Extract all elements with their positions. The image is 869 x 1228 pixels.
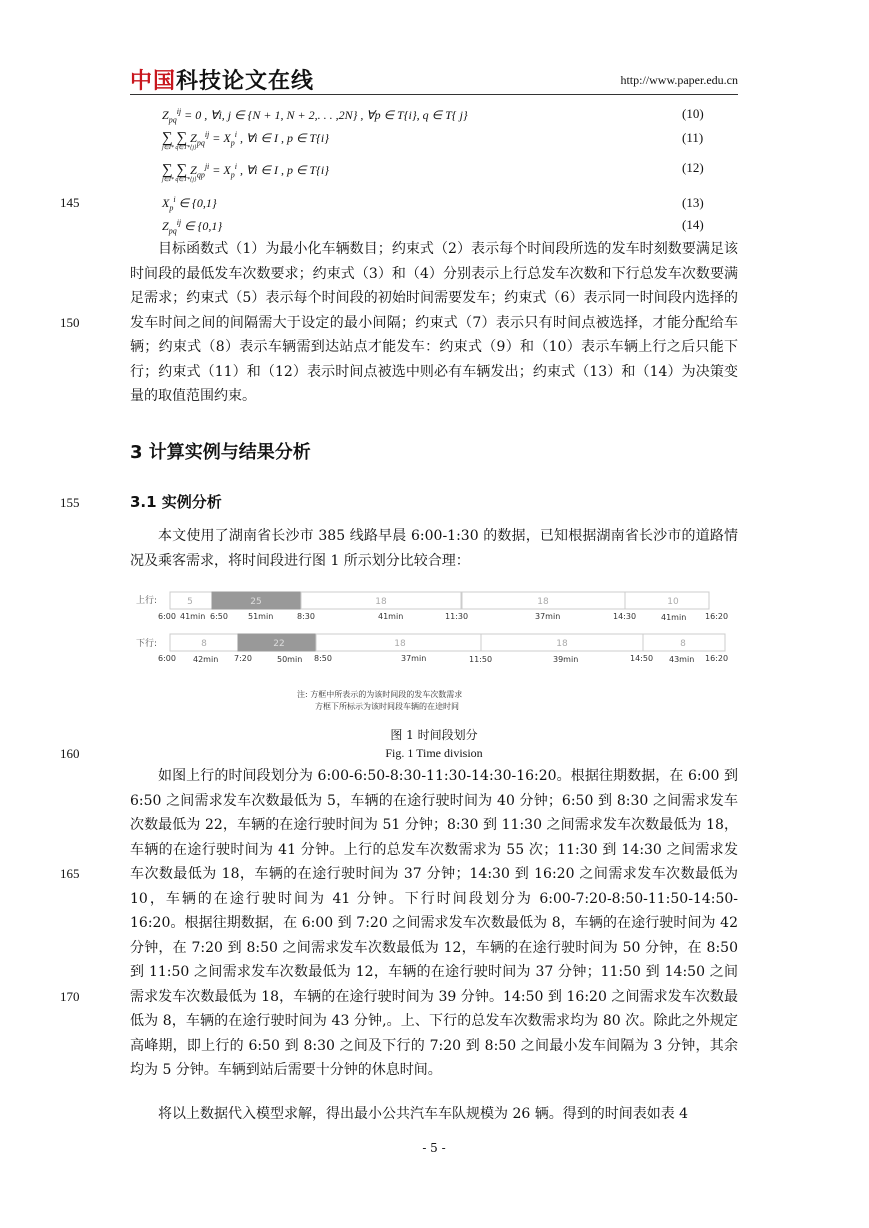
up-duration-5: 41min [661,613,687,622]
down-demand-1: 8 [201,639,207,649]
up-duration-2: 51min [248,612,274,621]
down-demand-2: 22 [273,639,285,649]
down-demand-4: 18 [556,639,568,649]
equation-number-12: (12) [682,160,704,175]
down-duration-1: 42min [193,655,219,664]
line-number: 150 [60,315,80,330]
up-duration-1: 41min [180,612,206,621]
paragraph-result [130,1102,738,1127]
header-rule [130,94,738,95]
up-time-3: 8:30 [297,612,315,621]
up-demand-3: 18 [375,597,387,607]
up-time-2: 6:50 [210,612,228,621]
site-logo [130,64,314,95]
down-time-3: 8:50 [314,654,332,663]
down-time-6: 16:20 [705,654,729,663]
figure-caption-cn: 图 1 时间段划分 [390,728,478,742]
up-label: 上行: [136,596,158,606]
down-duration-3: 37min [401,654,427,663]
header-url[interactable]: http://www.paper.edu.cn [620,73,738,87]
up-duration-4: 37min [535,612,561,621]
paragraph-intro [130,524,738,573]
time-division-diagram [134,578,734,723]
down-time-1: 6:00 [158,654,176,663]
up-demand-1: 5 [187,597,193,607]
paragraph-text: 本文使用了湖南省长沙市 385 线路早晨 6:00-1:30 的数据，已知根据湖南省长沙市的道路情况及乘客需求，将时间段进行图 1 所示划分比较合理： [130,528,738,569]
paragraph-constraints [130,237,738,409]
paragraph-text: 将以上数据代入模型求解，得出最小公共汽车车队规模为 26 辆。得到的时间表如表 4 [158,1106,689,1122]
logo-black-text: 科技论文在线 [176,69,315,94]
down-time-4: 11:50 [469,655,493,664]
equation-13: $X_p^i$ ∈ {0,1} [162,195,217,213]
section-heading: 3 计算实例与结果分析 [130,442,311,463]
up-time-5: 14:30 [613,612,637,621]
equation-number-11: (11) [682,130,704,145]
down-label: 下行: [136,639,158,649]
equation-14: $Z_{pq}^{ij}$ ∈ {0,1} [162,218,223,236]
down-time-5: 14:50 [630,654,654,663]
figure-caption-en: Fig. 1 Time division [385,746,483,760]
paragraph-text: 如图上行的时间段划分为 6:00-6:50-8:30-11:30-14:30-16:20。根据往期数据，在 6:00 到 6:50 之间需求发车次数最低为 5，车辆的在途行驶时间为 40 分钟；6:50 到 8:30 之间需求发车次数最低为 22，车辆的在途行驶时间为 51 分钟；8:30 到 11:30 之间需求发车次数最低为 18，车辆的在途行驶时间为 41 分钟。上行的总发车次数需求为 55 次；11:30 到 14:30 之间需求发车次数最低为 18，车辆的在途行驶时间为 37 分钟；14:30 到 16:20 之间需求发车次数最低为 10，车辆的在途行驶时间为 41 分钟。下行时间段划分为 6:00-7:20-8:50-11:50-14:50-16:20。根据往期数据，在 6:00 到 7:20 之间需求发车次数最低为 8，车辆的在途行驶时间为 42 分钟，在 7:20 到 8:50 之间需求发车次数最低为 12，车辆的在途行驶时间为 50 分钟，在 8:50 到 11:50 之间需求发车次数最低为 12，车辆的在途行驶时间为 37 分钟；11:50 到 14:50 之间需求发车次数最低为 18，车辆的在途行驶时间为 39 分钟。14:50 到 16:20 之间需求发车次数最低为 8，车辆的在途行驶时间为 43 分钟,。上、下行的总发车次数需求均为 80 次。除此之外规定高峰期，即上行的 6:50 到 8:30 之间及下行的 7:20 到 8:50 之间最小发车间隔为 3 分钟，其余均为 5 分钟。车辆到站后需要十分钟的休息时间。 [130,768,738,1078]
up-demand-2: 25 [250,597,262,607]
subsection-heading: 3.1 实例分析 [130,493,222,511]
up-demand-5: 10 [667,597,679,607]
paragraph-analysis [130,764,738,1083]
figure-time-division [134,578,734,723]
line-number: 170 [60,989,80,1004]
logo-red-text: 中国 [130,69,177,94]
equation-11: ∑ ∑ $Z_{pq}^{ij} = X_p^i$ , ∀i ∈ I , p ∈ T{i} j∈I* q∈T*{j} [162,130,330,152]
up-time-1: 6:00 [158,612,176,621]
paragraph-text: 目标函数式（1）为最小化车辆数目；约束式（2）表示每个时间段所选的发车时刻数要满足该时间段的最低发车次数要求；约束式（3）和（4）分别表示上行总发车次数和下行总发车次数要满足需求；约束式（5）表示每个时间段的初始时间需要发车；约束式（6）表示同一时间段内选择的发车时间之间的间隔需大于设定的最小间隔；约束式（7）表示只有时间点被选择，才能分配给车辆；约束式（8）表示车辆需到达站点才能发车：约束式（9）和（10）表示车辆上行之后只能下行；约束式（11）和（12）表示时间点被选中则必有车辆发出；约束式（13）和（14）为决策变量的取值范围约束。 [130,241,738,404]
down-demand-5: 8 [680,639,686,649]
figure-note-2: 方框下所标示为该时间段车辆的在途时间 [315,702,459,711]
up-time-4: 11:30 [445,612,469,621]
figure-note-1: 注: 方框中所表示的为该时间段的发车次数需求 [297,690,463,699]
down-duration-4: 39min [553,655,579,664]
down-demand-3: 18 [394,639,406,649]
equation-number-14: (14) [682,217,704,232]
up-demand-4: 18 [537,597,549,607]
line-number: 155 [60,495,80,510]
down-duration-2: 50min [277,655,303,664]
equation-number-13: (13) [682,195,704,210]
line-number: 160 [60,746,80,761]
page-number: - 5 - [422,1141,446,1155]
down-time-2: 7:20 [234,654,252,663]
down-duration-5: 43min [669,655,695,664]
up-time-6: 16:20 [705,612,729,621]
up-duration-3: 41min [378,612,404,621]
equation-10: $Z_{pq}^{ij} = 0$ , ∀i, j ∈ {N + 1, N + 2,. . . ,2N} , ∀p ∈ T{i}, q ∈ T{ j} [162,107,468,125]
equation-12: ∑ ∑ $Z_{qp}^{ji} = X_p^i$ , ∀i ∈ I , p ∈ T{i} j∈I* q∈T*{j} [162,162,330,184]
equation-number-10: (10) [682,106,704,121]
line-number: 145 [60,195,80,210]
line-number: 165 [60,866,80,881]
